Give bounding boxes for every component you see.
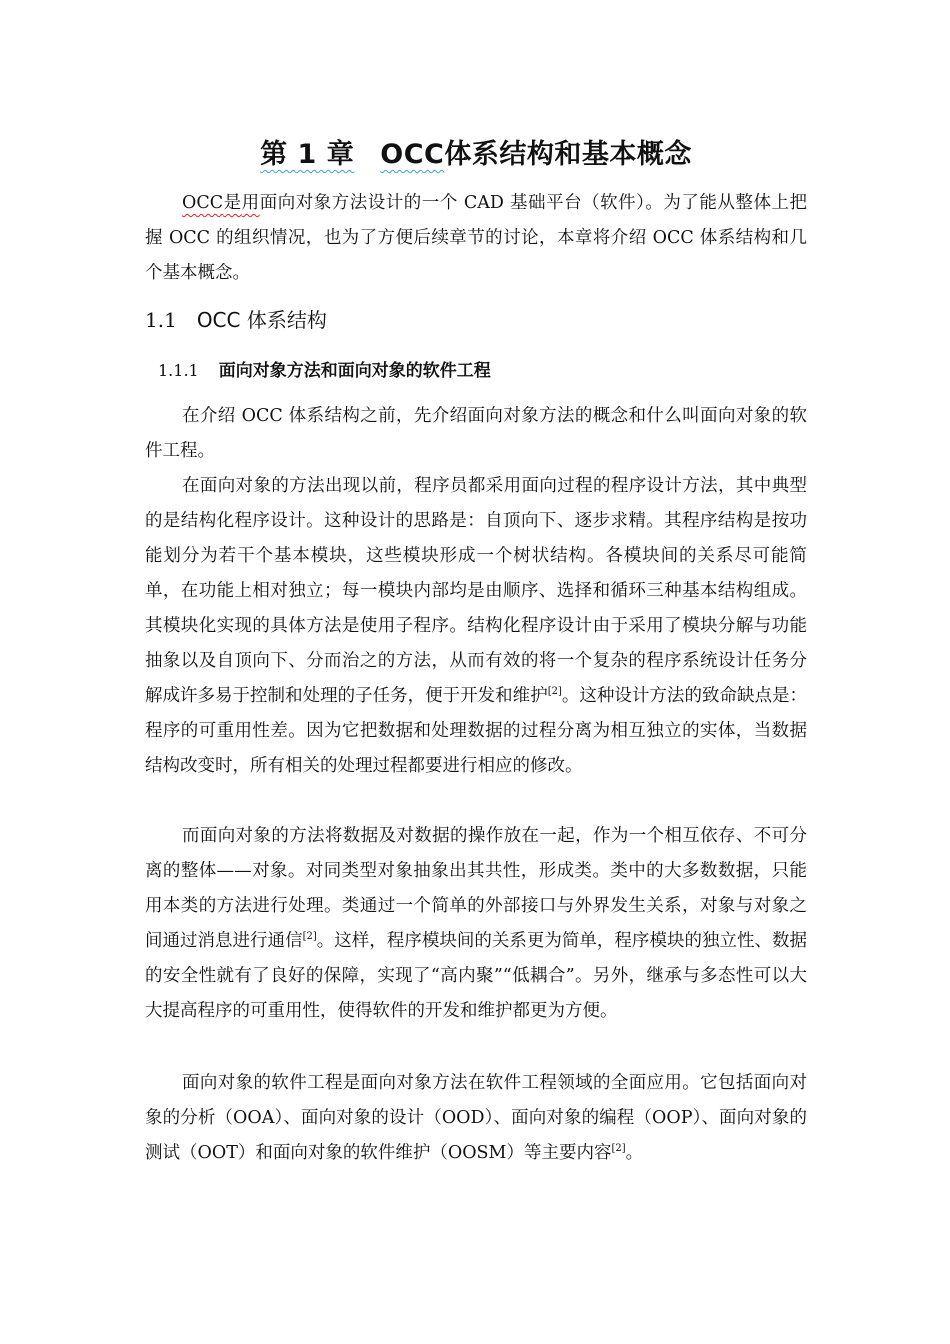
- chapter-title: [145, 132, 807, 171]
- paragraph-3-text-b: 。这样，程序模块间的关系更为简单，程序模块的独立性、数据的安全性就有了良好的保障，实现了“高内聚”“低耦合”。另外，继承与多态性可以大大提高程序的可重用性，使得软件的开发和维护都更为方便。: [145, 931, 808, 1021]
- paragraph-3-text-a: 而面向对象的方法将数据及对数据的操作放在一起，作为一个相互依存、不可分离的整体——对象。对同类型对象抽象出其共性，形成类。类中的大多数数据，只能用本类的方法进行处理。类通过一个简单的外部接口与外界发生关系，对象与对象之间通过消息进行通信: [145, 826, 807, 951]
- subsection-heading: [158, 356, 491, 381]
- paragraph-1: [145, 399, 807, 469]
- paragraph-3: [145, 819, 807, 1029]
- section-heading: [145, 304, 327, 333]
- citation-ref: [2]: [547, 686, 562, 698]
- paragraph-4-text-b: 。: [625, 1143, 644, 1163]
- chapter-title-text: 体系结构和基本概念: [444, 139, 692, 170]
- intro-paragraph: [145, 186, 807, 291]
- subsection-number: 1.1.1: [158, 361, 199, 380]
- paragraph-2-text-b: 。这种设计方法的致命缺点是：程序的可重用性差。因为它把数据和处理数据的过程分离为相互独立的实体，当数据结构改变时，所有相关的处理过程都要进行相应的修改。: [145, 686, 807, 776]
- intro-yong-word: 用: [241, 193, 260, 213]
- subsection-title: 面向对象方法和面向对象的软件工程: [218, 361, 491, 381]
- paragraph-2-text-a: 在面向对象的方法出现以前，程序员都采用面向过程的程序设计方法，其中典型的是结构化程序设计。这种设计的思路是：自顶向下、逐步求精。其程序结构是按功能划分为若干个基本模块，这些模块形成一个树状结构。各模块间的关系尽可能简单，在功能上相对独立；每一模块内部均是由顺序、选择和循环三种基本结构组成。其模块化实现的具体方法是使用子程序。结构化程序设计由于采用了模块分解与功能抽象以及自顶向下、分而治之的方法，从而有效的将一个复杂的程序系统设计任务分解成许多易于控制和处理的子任务，便于开发和维护: [145, 476, 807, 706]
- intro-text: 面向对象方法设计的一个 CAD 基础平台（软件）。为了能从整体上把握 OCC 的组织情况，也为了方便后续章节的讨论，本章将介绍 OCC 体系结构和几个基本概念。: [145, 193, 808, 283]
- intro-shi-word: 是: [223, 193, 242, 213]
- citation-ref: [2]: [611, 1143, 626, 1155]
- paragraph-4: [145, 1066, 807, 1171]
- paragraph-2: [145, 469, 807, 784]
- paragraph-4-text-a: 面向对象的软件工程是面向对象方法在软件工程领域的全面应用。它包括面向对象的分析（OOA）、面向对象的设计（OOD）、面向对象的编程（OOP）、面向对象的测试（OOT）和面向对象的软件维护（OOSM）等主要内容: [145, 1073, 807, 1163]
- citation-ref: [2]: [302, 931, 317, 943]
- section-number: 1.1: [145, 308, 177, 332]
- chapter-title-occ: OCC: [380, 139, 445, 170]
- intro-occ-word: OCC: [182, 193, 224, 213]
- section-title: OCC 体系结构: [196, 308, 327, 332]
- chapter-number: 第 1 章: [260, 139, 355, 170]
- paragraph-1-text: 在介绍 OCC 体系结构之前，先介绍面向对象方法的概念和什么叫面向对象的软件工程。: [145, 406, 807, 461]
